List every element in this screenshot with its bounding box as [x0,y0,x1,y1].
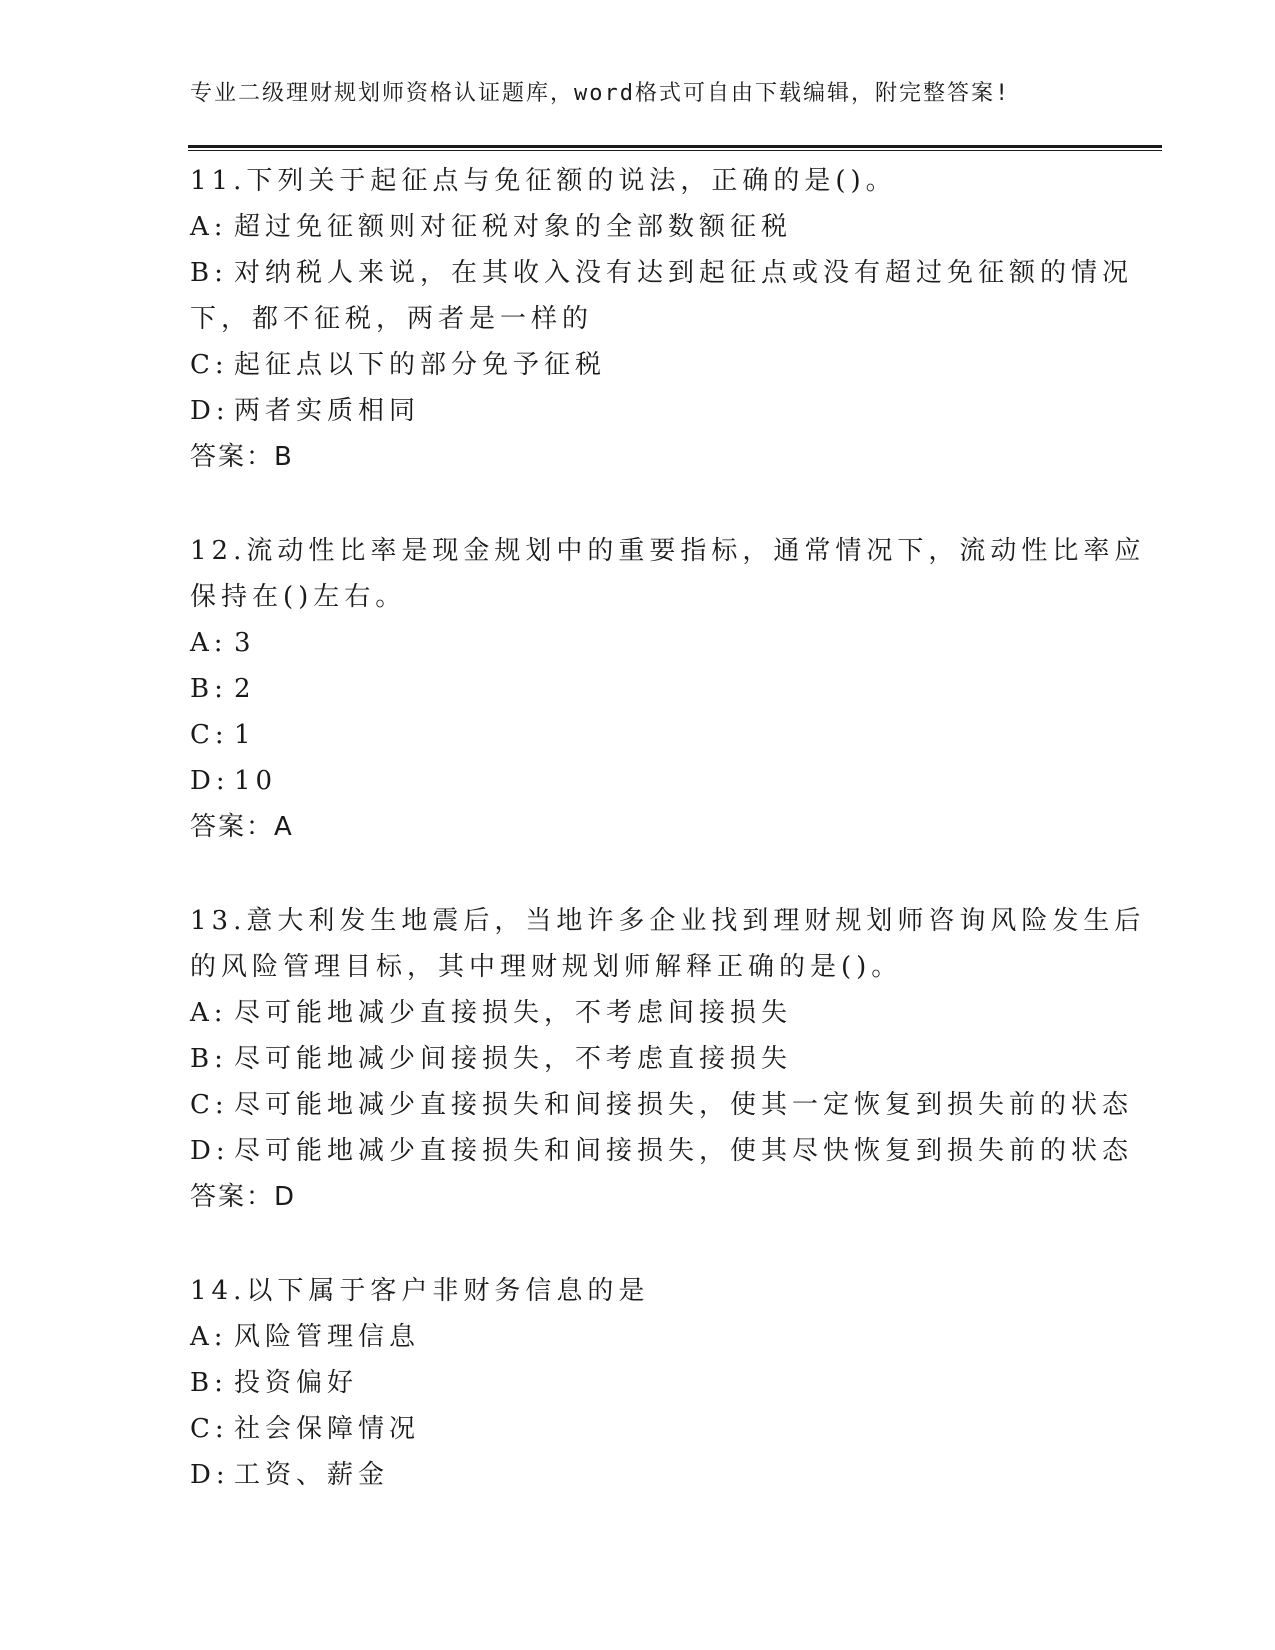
option-text: 尽可能地减少直接损失和间接损失，使其一定恢复到损失前的状态 [234,1090,1134,1120]
question-stem-line: 11.下列关于起征点与免征额的说法，正确的是()。 [190,166,897,196]
question-stem [190,158,1090,204]
option-line [190,342,1090,388]
page-header: 专业二级理财规划师资格认证题库，word格式可自由下载编辑，附完整答案! [190,81,1011,106]
option-letter: C: [190,350,229,380]
option-letter: A: [190,998,228,1028]
option-letter: D: [190,1136,230,1166]
option-text-continued: 下，都不征税，两者是一样的 [190,304,594,334]
option-text: 对纳税人来说，在其收入没有达到起征点或没有超过免征额的情况 [234,258,1134,288]
option-letter: B: [190,1368,228,1398]
option-line [190,1314,1090,1360]
option-letter: C: [190,1090,229,1120]
question-block [190,1268,1090,1498]
option-letter: A: [190,628,228,658]
option-text: 2 [234,674,256,704]
option-text: 10 [234,766,278,796]
option-text: 工资、薪金 [234,1460,390,1490]
option-text: 超过免征额则对征税对象的全部数额征税 [234,212,793,242]
option-text: 3 [234,628,256,658]
option-text: 投资偏好 [234,1368,359,1398]
option-letter: A: [190,1322,228,1352]
answer-line: 答案：D [190,1182,297,1212]
option-text: 尽可能地减少直接损失和间接损失，使其尽快恢复到损失前的状态 [234,1136,1134,1166]
option-line [190,204,1090,250]
option-text: 1 [234,720,256,750]
question-stem-line: 14.以下属于客户非财务信息的是 [190,1276,650,1306]
option-letter: D: [190,396,230,426]
question-stem-line: 保持在()左右。 [190,582,407,612]
option-letter: D: [190,1460,230,1490]
option-line [190,1360,1090,1406]
option-text: 社会保障情况 [234,1414,421,1444]
option-letter: B: [190,1044,228,1074]
question-list [190,158,1146,1546]
option-line [190,990,1090,1036]
question-stem-line: 13.意大利发生地震后，当地许多企业找到理财规划师咨询风险发生后 [190,906,1146,936]
option-line [190,712,1090,758]
option-text: 两者实质相同 [234,396,421,426]
option-text: 尽可能地减少间接损失，不考虑直接损失 [234,1044,793,1074]
answer-line: 答案：B [190,442,294,472]
option-letter: B: [190,258,228,288]
option-line [190,388,1090,434]
header-divider [188,145,1162,148]
option-line [190,758,1090,804]
option-line [190,1452,1090,1498]
question-stem-line: 12.流动性比率是现金规划中的重要指标，通常情况下，流动性比率应 [190,536,1146,566]
option-letter: C: [190,720,229,750]
option-text: 起征点以下的部分免予征税 [234,350,607,380]
header-divider-thin [188,150,1162,151]
option-line [190,1082,1134,1128]
option-text: 风险管理信息 [234,1322,421,1352]
option-line [190,1036,1090,1082]
answer-line: 答案：A [190,812,294,842]
option-line [190,666,1090,712]
question-stem [190,898,1146,990]
option-line [190,250,1134,296]
question-stem [190,528,1146,620]
question-block [190,158,1134,480]
question-stem-line: 的风险管理目标，其中理财规划师解释正确的是()。 [190,952,903,982]
option-letter: A: [190,212,228,242]
option-line [190,620,1090,666]
option-letter: B: [190,674,228,704]
option-line [190,1406,1090,1452]
option-letter: C: [190,1414,229,1444]
question-stem [190,1268,1090,1314]
question-block [190,898,1146,1220]
option-line [190,1128,1134,1174]
option-text: 尽可能地减少直接损失，不考虑间接损失 [234,998,793,1028]
question-block [190,528,1146,850]
option-line [190,296,1090,342]
option-letter: D: [190,766,230,796]
